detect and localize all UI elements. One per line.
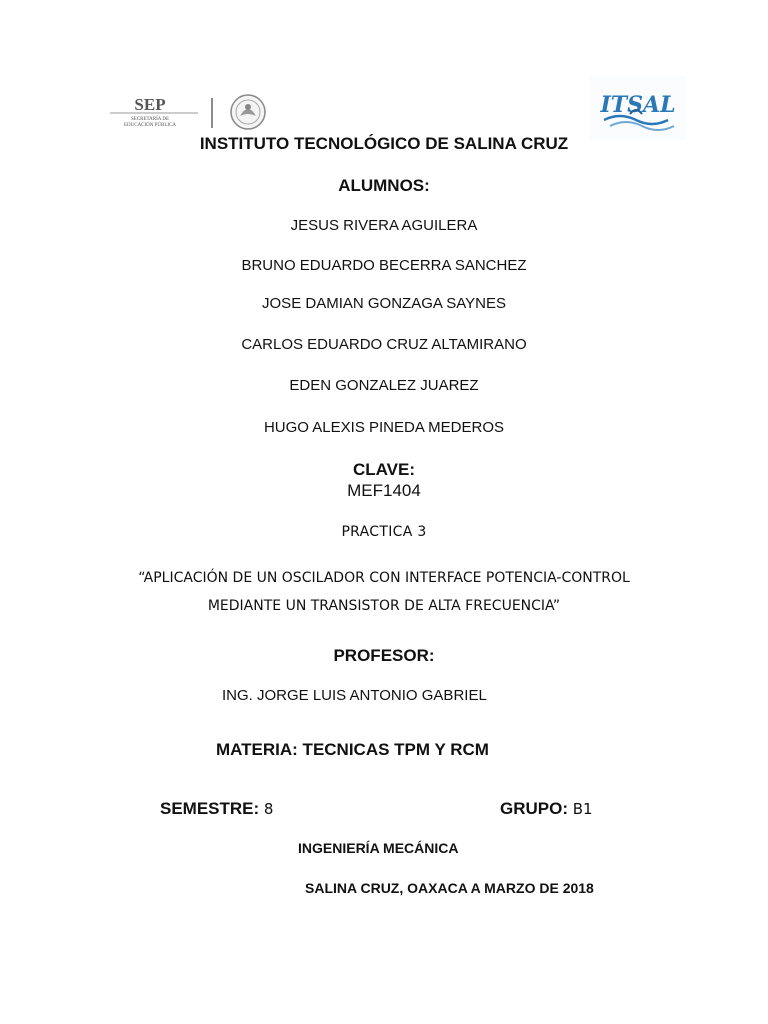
institute-name: INSTITUTO TECNOLÓGICO DE SALINA CRUZ [199, 134, 569, 153]
semester-label: SEMESTRE: [160, 799, 260, 818]
students-heading: ALUMNOS: [338, 176, 430, 195]
mexico-seal-icon [231, 95, 265, 129]
student-name: BRUNO EDUARDO BECERRA SANCHEZ [241, 257, 527, 274]
professor-name: ING. JORGE LUIS ANTONIO GABRIEL [222, 687, 487, 704]
subject: MATERIA: TECNICAS TPM Y RCM [216, 740, 489, 759]
practice-number: PRACTICA 3 [341, 524, 427, 540]
sep-logo [108, 92, 288, 132]
group-value: B1 [572, 800, 593, 818]
semester-value: 8 [263, 800, 274, 818]
practice-title-line1: “APLICACIÓN DE UN OSCILADOR CON INTERFACE POTENCIA-CONTROL [138, 570, 630, 586]
student-name: HUGO ALEXIS PINEDA MEDEROS [263, 419, 505, 436]
sep-logo-sub2: EDUCACIÓN PÚBLICA [123, 123, 177, 128]
group [500, 799, 593, 819]
place-date: SALINA CRUZ, OAXACA A MARZO DE 2018 [305, 880, 594, 896]
semester [160, 799, 273, 819]
group-label: GRUPO: [500, 799, 568, 818]
student-name: JESUS RIVERA AGUILERA [290, 217, 478, 234]
clave-value: MEF1404 [347, 481, 421, 500]
student-name: JOSE DAMIAN GONZAGA SAYNES [262, 295, 506, 312]
clave-label: CLAVE: [352, 460, 415, 479]
professor-heading: PROFESOR: [333, 646, 435, 665]
student-name: CARLOS EDUARDO CRUZ ALTAMIRANO [241, 336, 527, 353]
itsal-logo [590, 76, 686, 140]
itsal-logo-text: ITSAL [600, 92, 676, 118]
career: INGENIERÍA MECÁNICA [298, 840, 459, 856]
sep-logo-title: SEP [134, 95, 166, 114]
student-name: EDEN GONZALEZ JUAREZ [289, 377, 479, 394]
practice-title-line2: MEDIANTE UN TRANSISTOR DE ALTA FRECUENCIA” [207, 598, 561, 614]
sep-logo-sub1: SECRETARÍA DE [130, 117, 170, 122]
